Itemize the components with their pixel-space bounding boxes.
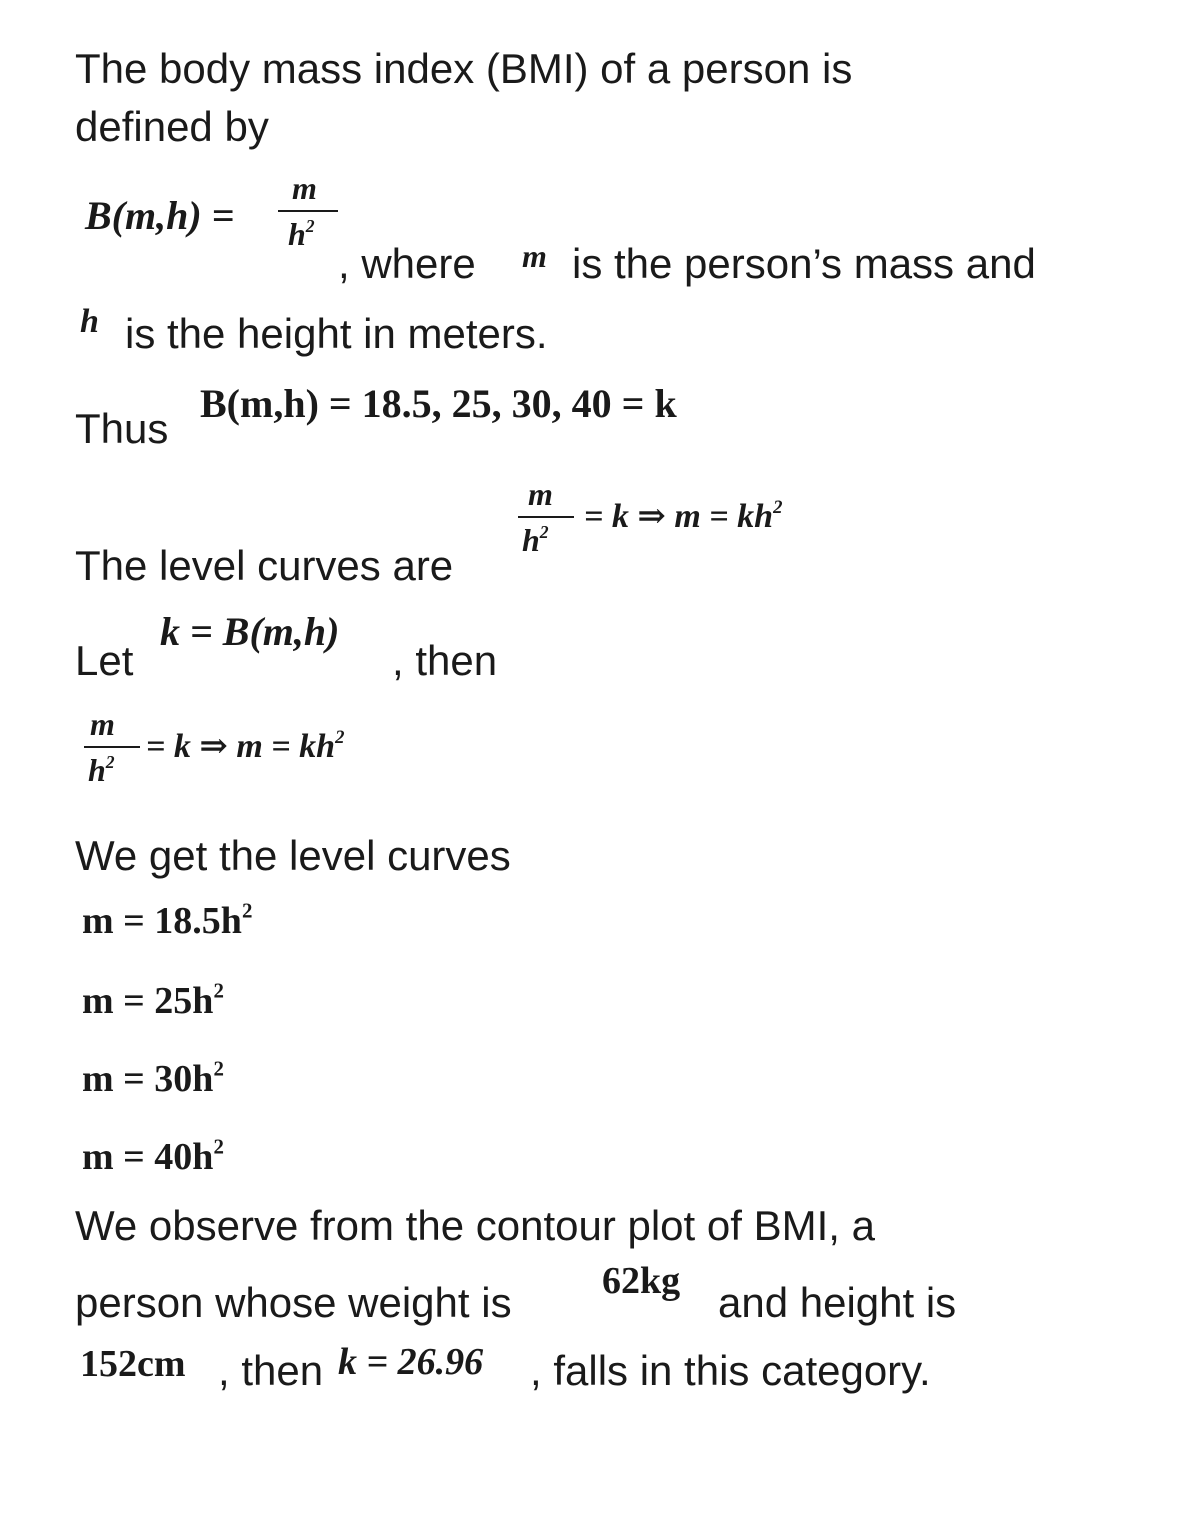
thus-expression: B(m,h) = 18.5, 25, 30, 40 = k [200, 381, 677, 426]
fraction-bar [84, 746, 140, 748]
we-get-line: We get the level curves [75, 832, 511, 879]
height-value: 152cm [80, 1343, 186, 1385]
fraction-bar [278, 210, 338, 212]
conclusion-line-2b: and height is [718, 1279, 957, 1326]
bmi-fraction [278, 172, 338, 272]
curve-30: $m = 30h^2$ [82, 1056, 224, 1100]
intro-line-2: defined by [75, 103, 269, 150]
let-expression: k = B(m,h) [160, 609, 340, 654]
let-suffix: , then [392, 637, 498, 684]
bmi-numerator: m [292, 170, 317, 206]
conclusion-line-2a: person whose weight is [75, 1279, 512, 1326]
where-rest: is the person’s mass and [572, 240, 1036, 287]
conclusion-line-1: We observe from the contour plot of BMI, a [75, 1202, 875, 1249]
conclusion-line-3b: , falls in this category. [530, 1347, 931, 1394]
h-var: h [80, 303, 99, 340]
bmi-denominator: $h^2$ [288, 215, 315, 252]
derivation-rhs: = k ⇒ $m = kh^2$ [146, 726, 345, 765]
derivation-numerator: m [90, 706, 115, 742]
conclusion-then: , then [218, 1347, 324, 1394]
intro-line-1: The body mass index (BMI) of a person is [75, 45, 853, 92]
h-text: is the height in meters. [125, 310, 548, 357]
level-curves-label: The level curves are [75, 542, 454, 589]
curve-40: $m = 40h^2$ [82, 1134, 224, 1178]
k-value: k = 26.96 [338, 1341, 484, 1383]
where-var-m: m [522, 238, 547, 274]
fraction-bar [518, 516, 574, 518]
where-text: , where [338, 240, 476, 287]
curve-25: $m = 25h^2$ [82, 978, 224, 1022]
level-rhs: = k ⇒ $m = kh^2$ [584, 496, 783, 535]
thus-label: Thus [75, 405, 169, 452]
weight-value: 62kg [602, 1260, 681, 1302]
level-fraction [518, 478, 574, 578]
curve-18-5: $m = 18.5h^2$ [82, 898, 253, 942]
bmi-lhs: B(m,h) = [85, 193, 235, 238]
derivation-denominator: $h^2$ [88, 751, 115, 788]
level-numerator: m [528, 476, 553, 512]
level-denominator: $h^2$ [522, 521, 549, 558]
derivation-fraction [84, 708, 140, 808]
let-label: Let [75, 637, 134, 684]
